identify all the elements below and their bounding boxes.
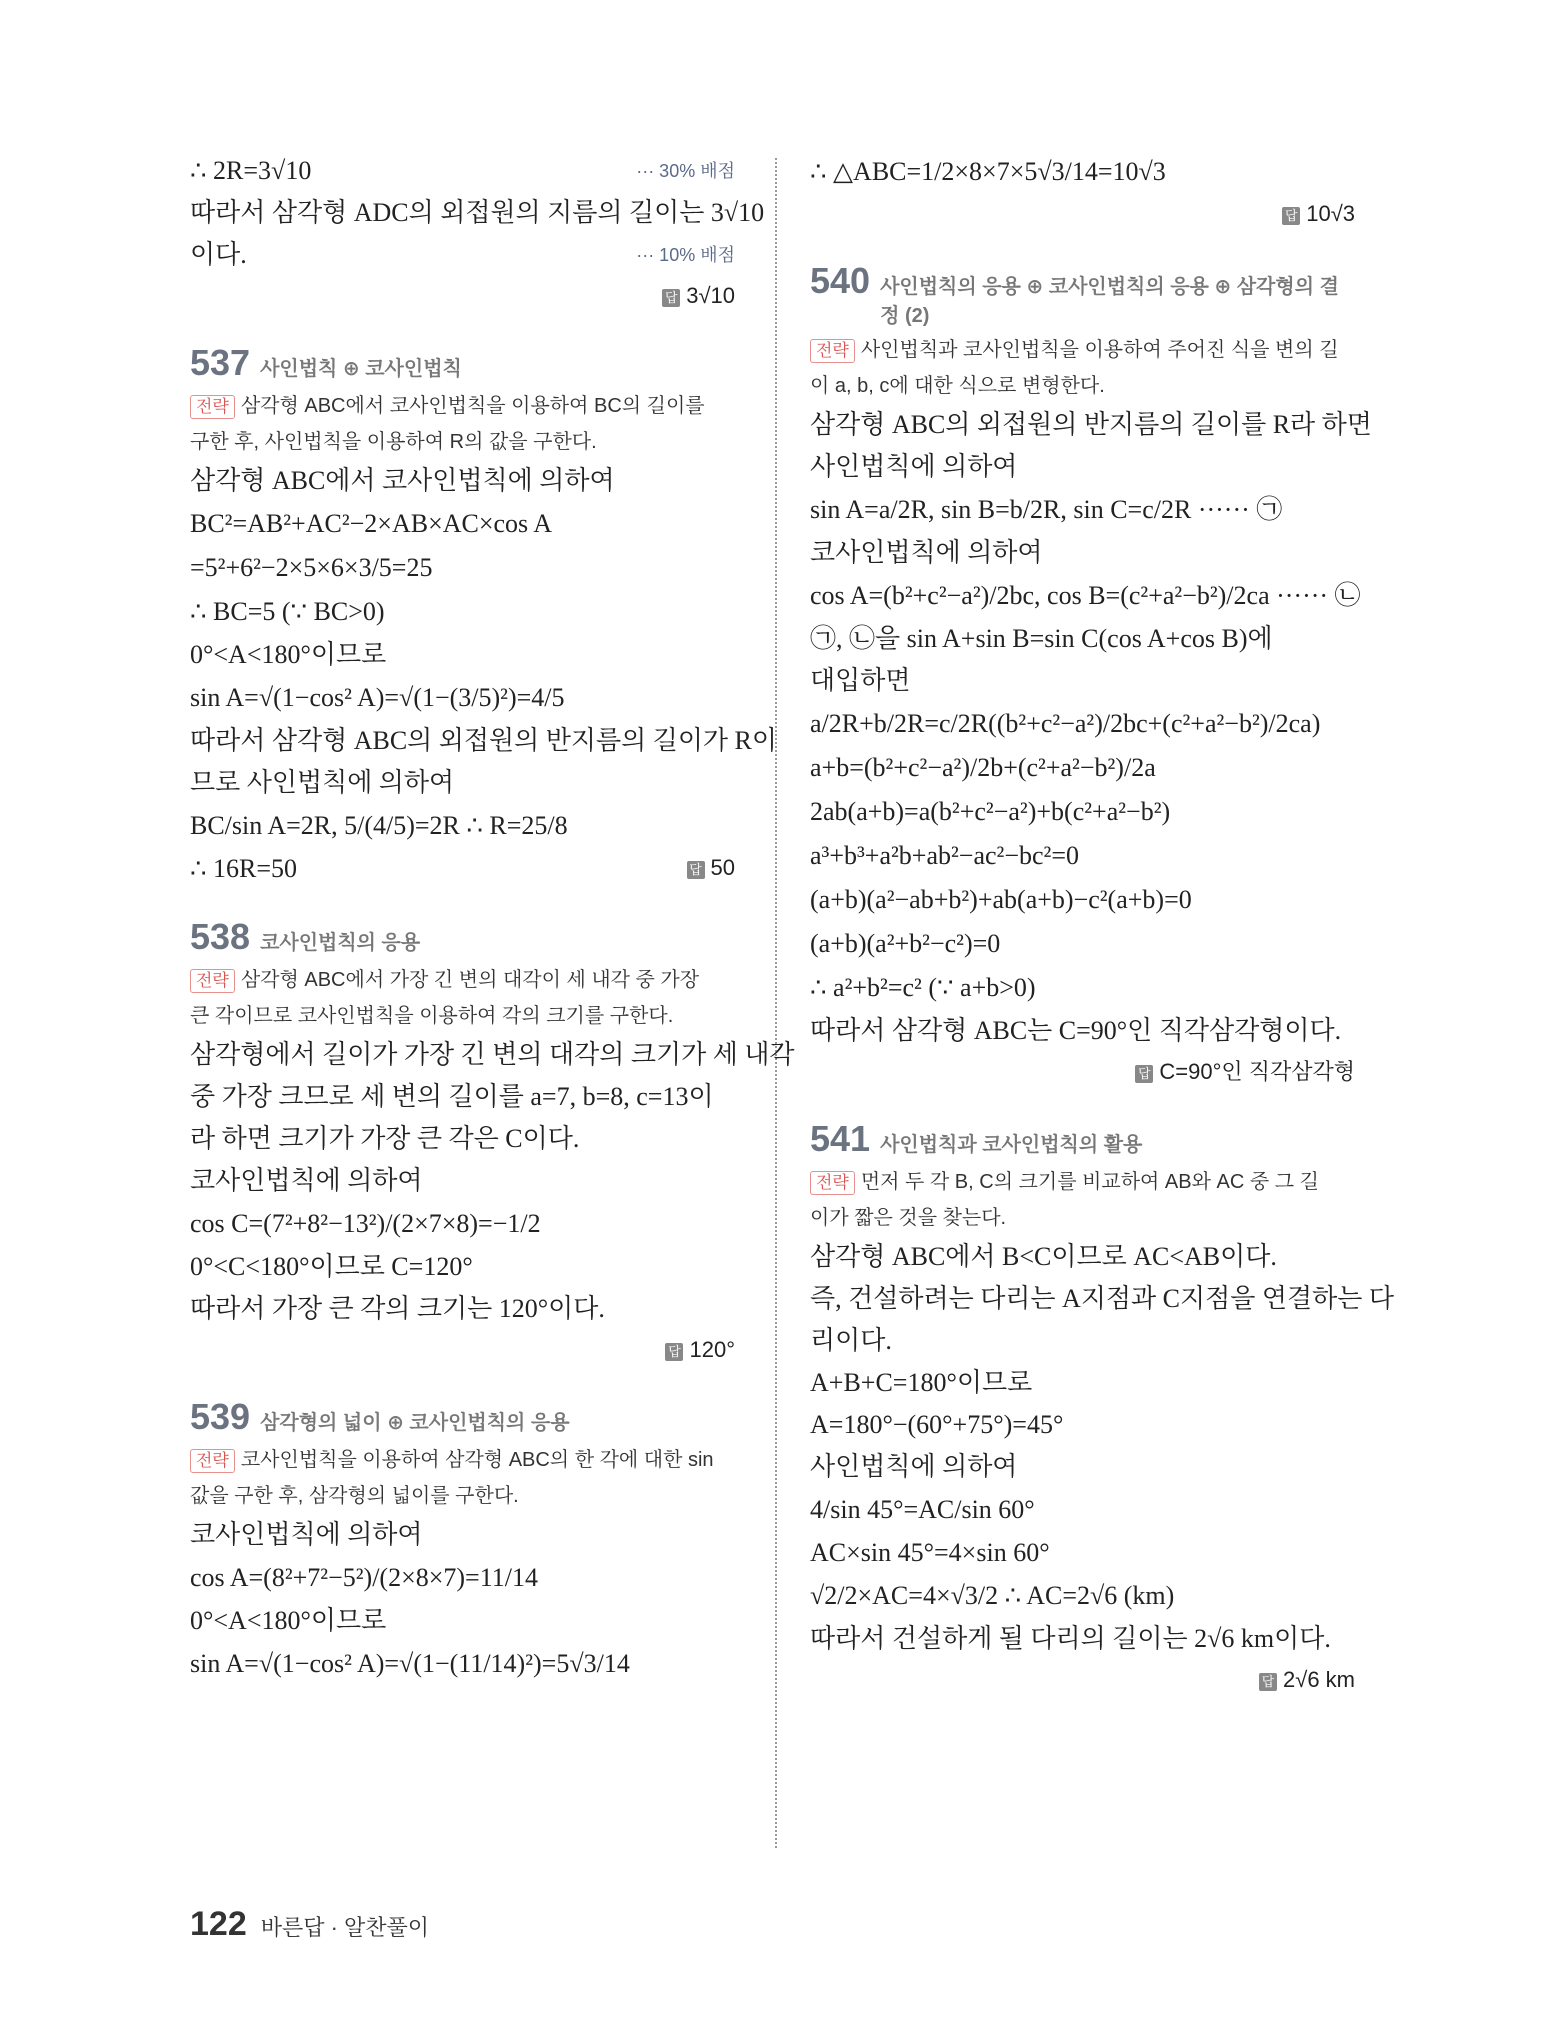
strategy-line: 전략 코사인법칙을 이용하여 삼각형 ABC의 한 각에 대한 sin xyxy=(190,1442,735,1478)
solution-line: 삼각형 ABC에서 B<C이므로 AC<AB이다. xyxy=(810,1242,1277,1271)
problem-title: 사인법칙의 응용 ⊕ 코사인법칙의 응용 ⊕ 삼각형의 결정 (2) xyxy=(880,276,1339,327)
solution-line: ∴ △ABC=1/2×8×7×5√3/14=10√3 xyxy=(810,157,1166,186)
solution-line: 코사인법칙에 의하여 xyxy=(190,1166,423,1195)
solution-line: 사인법칙에 의하여 xyxy=(810,452,1018,481)
solution-line: a+b=(b²+c²−a²)/2b+(c²+a²−b²)/2a xyxy=(810,753,1156,782)
answer-line: 답 2√6 km xyxy=(810,1660,1355,1700)
solution-line: 리이다. xyxy=(810,1326,892,1355)
solution-line: sin A=√(1−cos² A)=√(1−(3/5)²)=4/5 xyxy=(190,683,565,712)
strategy-line: 큰 각이므로 코사인법칙을 이용하여 각의 크기를 구한다. xyxy=(190,1005,674,1027)
text-line: ∴ 2R=3√10 ··· 30% 배점 xyxy=(190,150,735,192)
strategy-tag: 전략 xyxy=(810,1171,855,1195)
problem-title: 사인법칙 ⊕ 코사인법칙 xyxy=(260,358,462,380)
problem-header-539 xyxy=(190,1396,735,1438)
answer-line: 답 3√10 xyxy=(190,276,735,316)
solution-line: 0°<C<180°이므로 C=120° xyxy=(190,1252,473,1281)
solution-line: 즉, 건설하려는 다리는 A지점과 C지점을 연결하는 다 xyxy=(810,1284,1394,1313)
problem-number: 537 xyxy=(190,342,251,383)
solution-line: cos C=(7²+8²−13²)/(2×7×8)=−1/2 xyxy=(190,1209,541,1238)
solution-line: 대입하면 xyxy=(810,666,911,695)
answer-line: 답 120° xyxy=(190,1330,735,1370)
answer-line: 답 C=90°인 직각삼각형 xyxy=(810,1052,1355,1092)
strategy-line: 전략 삼각형 ABC에서 가장 긴 변의 대각이 세 내각 중 가장 xyxy=(190,962,735,998)
problem-title: 코사인법칙의 응용 xyxy=(260,932,421,954)
answer-icon: 답 xyxy=(662,289,680,307)
answer-icon: 답 xyxy=(665,1343,683,1361)
solution-line: (a+b)(a²+b²−c²)=0 xyxy=(810,929,1001,958)
solution-line: sin A=√(1−cos² A)=√(1−(11/14)²)=5√3/14 xyxy=(190,1649,630,1678)
strategy-line: 전략 삼각형 ABC에서 코사인법칙을 이용하여 BC의 길이를 xyxy=(190,388,735,424)
solution-line: 따라서 삼각형 ABC는 C=90°인 직각삼각형이다. xyxy=(810,1016,1342,1045)
strategy-line: 구한 후, 사인법칙을 이용하여 R의 값을 구한다. xyxy=(190,431,597,453)
page-number: 122 xyxy=(190,1905,247,1943)
strategy-line: 전략 사인법칙과 코사인법칙을 이용하여 주어진 식을 변의 길 xyxy=(810,332,1355,368)
problem-header-538 xyxy=(190,916,735,958)
score-note: ··· 10% 배점 xyxy=(636,245,735,265)
left-column xyxy=(190,150,795,1686)
strategy-tag: 전략 xyxy=(190,1449,235,1473)
strategy-tag: 전략 xyxy=(190,395,235,419)
solution-line: a³+b³+a²b+ab²−ac²−bc²=0 xyxy=(810,841,1079,870)
column-divider xyxy=(775,158,777,1848)
problem-number: 541 xyxy=(810,1118,871,1159)
solution-line: 중 가장 크므로 세 변의 길이를 a=7, b=8, c=13이 xyxy=(190,1082,714,1111)
text-line: 따라서 삼각형 ADC의 외접원의 지름의 길이는 3√10 xyxy=(190,198,765,227)
solution-line: √2/2×AC=4×√3/2 ∴ AC=2√6 (km) xyxy=(810,1581,1175,1610)
solution-line: =5²+6²−2×5×6×3/5=25 xyxy=(190,553,433,582)
solution-line: cos A=(8²+7²−5²)/(2×8×7)=11/14 xyxy=(190,1563,538,1592)
solution-line: ∴ BC=5 (∵ BC>0) xyxy=(190,597,385,626)
text-line: 이다. ··· 10% 배점 xyxy=(190,234,735,276)
solution-line: 삼각형 ABC에서 코사인법칙에 의하여 xyxy=(190,466,615,495)
problem-header-537 xyxy=(190,342,735,384)
solution-line: 0°<A<180°이므로 xyxy=(190,1606,387,1635)
solution-line: 코사인법칙에 의하여 xyxy=(810,538,1043,567)
solution-line: AC×sin 45°=4×sin 60° xyxy=(810,1538,1050,1567)
solution-line: A=180°−(60°+75°)=45° xyxy=(810,1410,1064,1439)
strategy-tag: 전략 xyxy=(810,339,855,363)
solution-line: BC²=AB²+AC²−2×AB×AC×cos A xyxy=(190,509,553,538)
solution-line: ㉠, ㉡을 sin A+sin B=sin C(cos A+cos B)에 xyxy=(810,624,1273,653)
problem-title: 삼각형의 넓이 ⊕ 코사인법칙의 응용 xyxy=(260,1412,570,1434)
problem-header-541 xyxy=(810,1118,1355,1160)
answer-icon: 답 xyxy=(1259,1673,1277,1691)
problem-title: 사인법칙과 코사인법칙의 활용 xyxy=(880,1134,1143,1156)
answer-line: 답 10√3 xyxy=(810,194,1355,234)
solution-line: 따라서 삼각형 ABC의 외접원의 반지름의 길이가 R이 xyxy=(190,726,778,755)
solution-line: 코사인법칙에 의하여 xyxy=(190,1520,423,1549)
solution-line: 따라서 가장 큰 각의 크기는 120°이다. xyxy=(190,1294,605,1323)
solution-line: 라 하면 크기가 가장 큰 각은 C이다. xyxy=(190,1124,580,1153)
solution-line: 따라서 건설하게 될 다리의 길이는 2√6 km이다. xyxy=(810,1624,1331,1653)
answer-icon: 답 xyxy=(687,861,705,879)
strategy-line: 이가 짧은 것을 찾는다. xyxy=(810,1207,1007,1229)
problem-number: 538 xyxy=(190,916,251,957)
solution-line: cos A=(b²+c²−a²)/2bc, cos B=(c²+a²−b²)/2ca ······ ㉡ xyxy=(810,581,1361,610)
footer-text: 바른답 · 알찬풀이 xyxy=(260,1915,430,1940)
strategy-line: 값을 구한 후, 삼각형의 넓이를 구한다. xyxy=(190,1485,519,1507)
problem-number: 540 xyxy=(810,260,871,301)
solution-line: 0°<A<180°이므로 xyxy=(190,640,387,669)
strategy-line: 전략 먼저 두 각 B, C의 크기를 비교하여 AB와 AC 중 그 길 xyxy=(810,1164,1355,1200)
problem-header-540 xyxy=(810,260,1355,328)
strategy-tag: 전략 xyxy=(190,969,235,993)
answer-icon: 답 xyxy=(1135,1065,1153,1083)
solution-line: 4/sin 45°=AC/sin 60° xyxy=(810,1495,1035,1524)
page-footer xyxy=(190,1905,429,1944)
solution-line: 사인법칙에 의하여 xyxy=(810,1452,1018,1481)
solution-line: ∴ 16R=50 답 50 xyxy=(190,848,735,890)
answer-line: 답 50 xyxy=(687,848,735,888)
solution-line: a/2R+b/2R=c/2R((b²+c²−a²)/2bc+(c²+a²−b²)/2ca) xyxy=(810,709,1321,738)
score-note: ··· 30% 배점 xyxy=(636,161,735,181)
solution-line: 삼각형에서 길이가 가장 긴 변의 대각의 크기가 세 내각 xyxy=(190,1040,795,1069)
solution-line: 므로 사인법칙에 의하여 xyxy=(190,768,455,797)
problem-number: 539 xyxy=(190,1396,251,1437)
solution-line: 2ab(a+b)=a(b²+c²−a²)+b(c²+a²−b²) xyxy=(810,797,1171,826)
answer-icon: 답 xyxy=(1282,207,1300,225)
solution-line: ∴ a²+b²=c² (∵ a+b>0) xyxy=(810,973,1036,1002)
solution-line: (a+b)(a²−ab+b²)+ab(a+b)−c²(a+b)=0 xyxy=(810,885,1192,914)
solution-line: 삼각형 ABC의 외접원의 반지름의 길이를 R라 하면 xyxy=(810,410,1372,439)
strategy-line: 이 a, b, c에 대한 식으로 변형한다. xyxy=(810,375,1105,397)
solution-line: BC/sin A=2R, 5/(4/5)=2R ∴ R=25/8 xyxy=(190,811,568,840)
solution-line: sin A=a/2R, sin B=b/2R, sin C=c/2R ······ ㉠ xyxy=(810,495,1283,524)
solution-line: A+B+C=180°이므로 xyxy=(810,1368,1033,1397)
right-column xyxy=(810,150,1394,1700)
